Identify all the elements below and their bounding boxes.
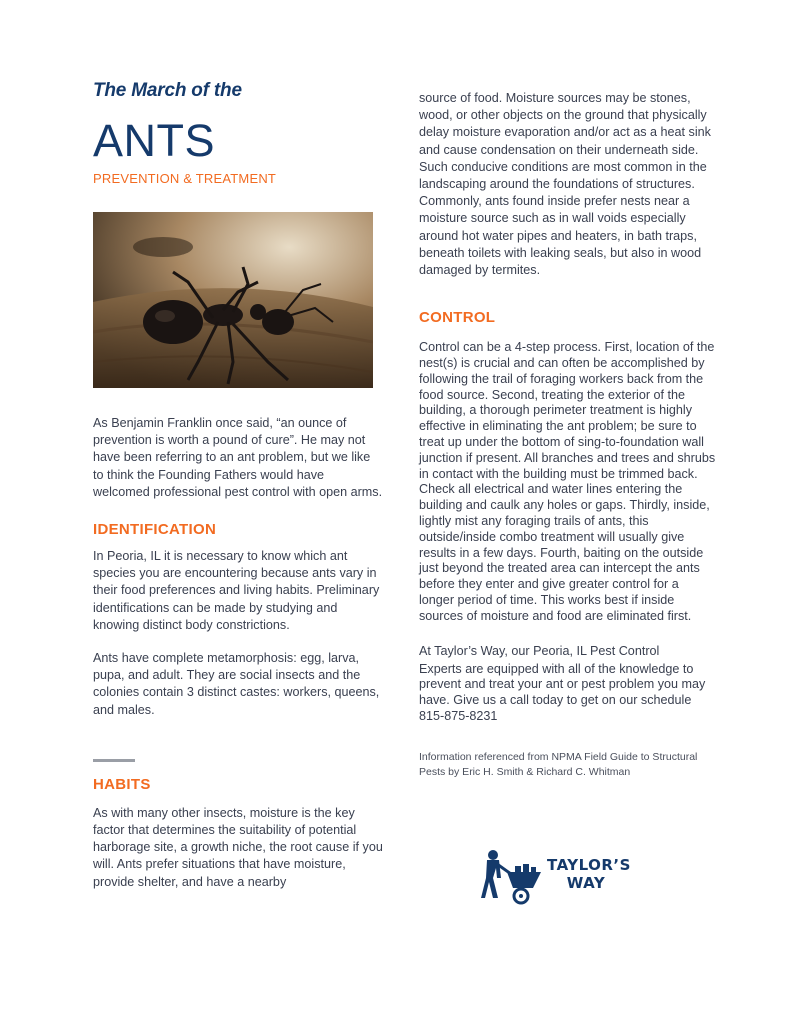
kicker: The March of the [93, 80, 242, 101]
control-paragraph: Control can be a 4-step process. First, location of the nest(s) is crucial and can often be accomplished by following the trail of foraging workers back from the food source. Second, treating the exterior of the building, a thorough perimeter treatment is highly effective in eliminating the ant problem; be sure to treat up under the bottom of sing-to-foundation wall junction if present. All branches and trees and shrubs in contact with the building must be trimmed back. Check all electrical and water lines entering the building and caulk any holes or gaps. Thirdly, inside, lightly mist any foraging trails of ants, this outside/inside combo treatment will usually give results in a few days. Fourth, baiting on the outside just beyond the treated area can intercept the ants before they enter and give greater control for a longer period of time. This works best if inside sources of moisture and food are eliminated first. [419, 340, 716, 623]
habits-paragraph-1: As with many other insects, moisture is the key factor that determines the suitability of potential harborage site, a growth niche, the root cause if you will. Ants prefer situations that have moisture, provide shelter, and have a nearby [93, 805, 383, 889]
cta-line-1: At Taylor’s Way, our Peoria, IL Pest Control [419, 643, 660, 658]
logo-line-2: WAY [566, 874, 606, 892]
section-divider [93, 759, 135, 762]
person-wheelbarrow-icon [481, 848, 543, 906]
cta-paragraph: Experts are equipped with all of the knowledge to prevent and treat your ant or pest problem you may have. Give us a call today to get on our schedule 815-875-8231 [419, 661, 706, 723]
identification-paragraph-1: In Peoria, IL it is necessary to know which ant species you are encountering because ants vary in their food preferences and living habits. Preliminary identifications can be made by studying and knowing distinct body constrictions. [93, 549, 380, 632]
control-heading: CONTROL [419, 309, 496, 327]
identification-heading: IDENTIFICATION [93, 521, 217, 539]
page-subtitle: PREVENTION & TREATMENT [93, 171, 277, 186]
left-column [93, 80, 383, 891]
logo-wordmark [547, 856, 631, 892]
ant-photo [93, 212, 373, 388]
right-column [419, 90, 717, 780]
logo-line-1: TAYLOR’S [547, 856, 631, 874]
reference-note: Information referenced from NPMA Field Guide to Structural Pests by Eric H. Smith & Richard C. Whitman [419, 751, 698, 779]
identification-paragraph-2: Ants have complete metamorphosis: egg, larva, pupa, and adult. They are social insects and the colonies contain 3 distinct castes: workers, queens, and males. [93, 651, 380, 717]
ant-photo-icon [93, 212, 373, 388]
page-title: ANTS [93, 115, 216, 166]
taylors-way-logo [481, 848, 641, 906]
habits-heading: HABITS [93, 775, 151, 793]
habits-paragraph-continued: source of food. Moisture sources may be stones, wood, or other objects on the ground that physically delay moisture evaporation and/or act as a heat sink and cause condensation on their underneath side. Such conducive conditions are most common in the landscaping around the foundations of structures. Commonly, ants found inside prefer nests near a moisture source such as in wall voids especially around hot water pipes and heaters, in bath traps, beneath toilets with leaking seals, but also in wood damaged by termites. [419, 91, 711, 278]
intro-paragraph: As Benjamin Franklin once said, “an ounce of prevention is worth a pound of cure”. He may not have been referring to an ant problem, but we like to think the Founding Fathers would have welcomed professional pest control with open arms. [93, 416, 383, 499]
